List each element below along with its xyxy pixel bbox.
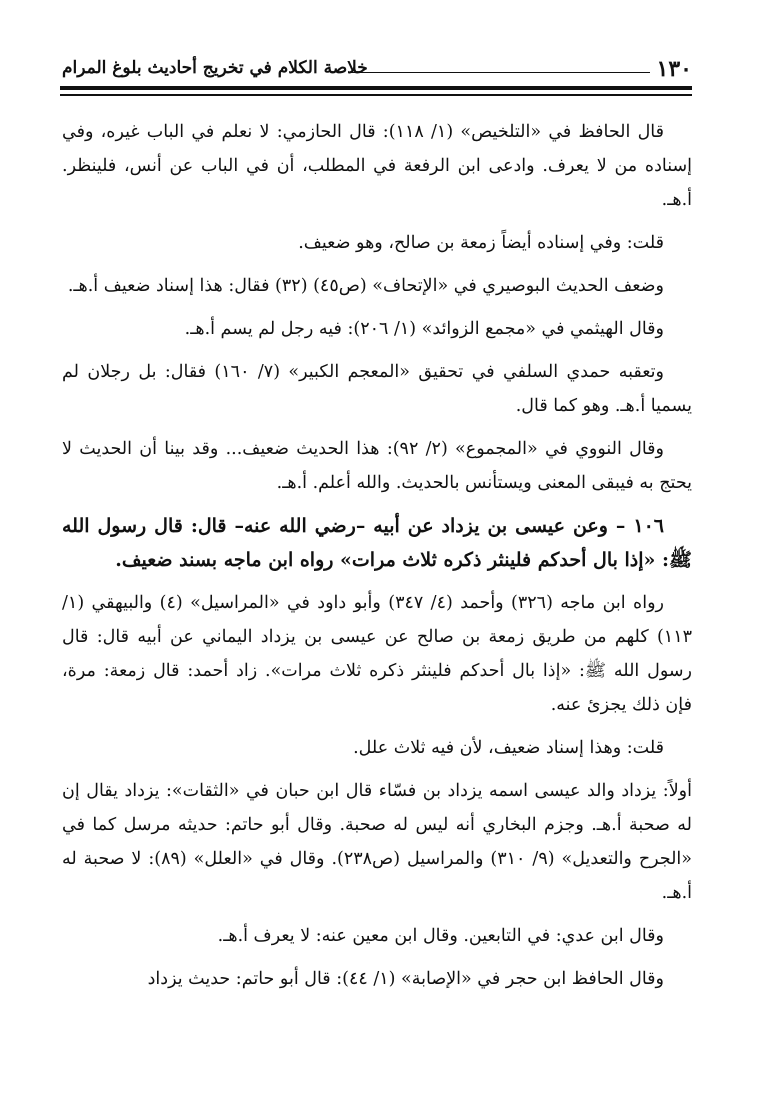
paragraph: قلت: وهذا إسناد ضعيف، لأن فيه ثلاث علل. bbox=[353, 738, 664, 758]
hadith-text: ١٠٦ – وعن عيسى بن يزداد عن أبيه –رضي الله عنه– قال: قال رسول الله ﷺ: «إذا بال أحدكم فلينثر ذكره ثلاث مرات» رواه ابن ماجه بسند ضعيف. bbox=[62, 515, 692, 571]
paragraph: وقال النووي في «المجموع» (٢/ ٩٢): هذا الحديث ضعيف... وقد بينا أن الحديث لا يحتج به فيبقى المعنى ويستأنس بالحديث. والله أعلم. أ.هـ. bbox=[62, 439, 692, 493]
paragraph: أولاً: يزداد والد عيسى اسمه يزداد بن فسّاء قال ابن حبان في «الثقات»: يزداد يقال إن له صحبة أ.هـ. وجزم البخاري أنه ليس له صحبة. وقال أبو حاتم: حديثه مرسل كما في «الجرح والتعديل» (٩/ ٣١٠) والمراسيل (ص٢٣٨). وقال في «العلل» (٨٩): لا صحبة له أ.هـ. bbox=[62, 781, 692, 903]
page-body bbox=[62, 115, 692, 1005]
paragraph: وقال الحافظ ابن حجر في «الإصابة» (١/ ٤٤): قال أبو حاتم: حديث يزداد bbox=[147, 969, 664, 989]
header-rule-thin bbox=[60, 94, 692, 96]
paragraph: وقال ابن عدي: في التابعين. وقال ابن معين عنه: لا يعرف أ.هـ. bbox=[217, 926, 664, 946]
paragraph: وقال الهيثمي في «مجمع الزوائد» (١/ ٢٠٦): فيه رجل لم يسم أ.هـ. bbox=[184, 319, 664, 339]
page-number: ١٣٠ bbox=[656, 56, 692, 82]
header-rule-thick bbox=[60, 86, 692, 90]
page-header bbox=[62, 48, 692, 88]
paragraph: رواه ابن ماجه (٣٢٦) وأحمد (٤/ ٣٤٧) وأبو داود في «المراسيل» (٤) والبيهقي (١/ ١١٣) كلهم من طريق زمعة بن صالح عن عيسى بن يزداد اليماني عن أبيه قال: قال رسول الله ﷺ: «إذا بال أحدكم فلينثر ذكره ثلاث مرات». زاد أحمد: قال زمعة: مرة، فإن ذلك يجزئ عنه. bbox=[62, 593, 692, 715]
paragraph: وضعف الحديث البوصيري في «الإتحاف» (ص٤٥) (٣٢) فقال: هذا إسناد ضعيف أ.هـ. bbox=[67, 276, 664, 296]
paragraph: وتعقبه حمدي السلفي في تحقيق «المعجم الكبير» (٧/ ١٦٠) فقال: بل رجلان لم يسميا أ.هـ. وهو كما قال. bbox=[62, 362, 692, 416]
running-title: خلاصة الكلام في تخريج أحاديث بلوغ المرام bbox=[62, 58, 368, 78]
header-dash-line bbox=[350, 72, 650, 73]
paragraph: قلت: وفي إسناده أيضاً زمعة بن صالح، وهو ضعيف. bbox=[298, 233, 664, 253]
paragraph: قال الحافظ في «التلخيص» (١/ ١١٨): قال الحازمي: لا نعلم في الباب غيره، وفي إسناده من لا يعرف. وادعى ابن الرفعة في المطلب، أن في الباب عن أنس، فلينظر. أ.هـ. bbox=[62, 122, 692, 210]
